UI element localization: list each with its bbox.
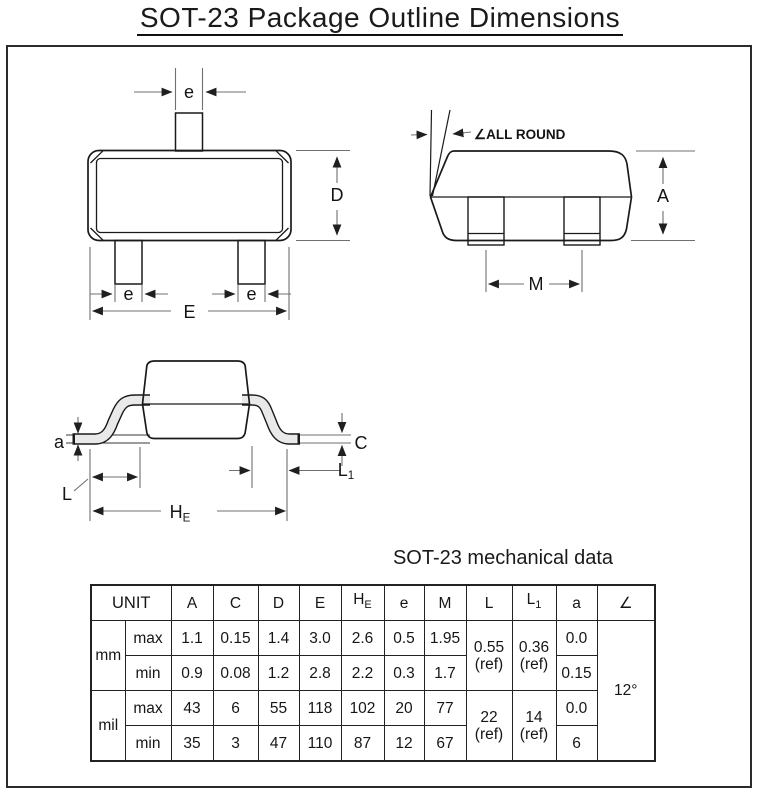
mil-max-e: 20 [384, 691, 424, 726]
mm-max-label: max [125, 621, 171, 656]
col-header-M: M [424, 585, 466, 621]
mil-max-D: 55 [258, 691, 299, 726]
row-mil-max [91, 691, 655, 726]
col-header-E: E [299, 585, 341, 621]
col-header-A: A [171, 585, 213, 621]
col-header-a: a [556, 585, 597, 621]
mm-min-D: 1.2 [258, 656, 299, 691]
angle-value-cell: 12° [597, 621, 655, 762]
mil-min-C: 3 [213, 726, 258, 762]
top-view [88, 68, 350, 322]
mil-min-D: 47 [258, 726, 299, 762]
dim-label-D: D [330, 185, 344, 205]
mil-max-M: 77 [424, 691, 466, 726]
gullwing-lead-left [75, 400, 150, 439]
mil-max-C: 6 [213, 691, 258, 726]
body-corner-chamfers [91, 151, 289, 240]
front-leads [468, 197, 600, 245]
dim-label-L: L [61, 484, 73, 504]
dim-label-a: a [53, 432, 65, 452]
package-body-profile [143, 361, 250, 439]
row-mm-max [91, 621, 655, 656]
package-body-3d [431, 151, 632, 241]
dim-label-A: A [656, 186, 670, 206]
mil-min-A: 35 [171, 726, 213, 762]
mil-min-label: min [125, 726, 171, 762]
bottom-lead-left [115, 241, 142, 285]
mm-max-HE: 2.6 [341, 621, 384, 656]
mil-L1-ref: 14 (ref) [512, 691, 556, 762]
mil-max-E: 118 [299, 691, 341, 726]
mil-L-ref: 22 (ref) [466, 691, 512, 762]
col-header-angle: ∠ [597, 585, 655, 621]
mm-L1-ref: 0.36 (ref) [512, 621, 556, 691]
front-lead-left [468, 197, 504, 245]
mm-max-M: 1.95 [424, 621, 466, 656]
side-view-dimension-lines [411, 132, 695, 292]
dim-label-e-right: e [246, 284, 257, 304]
mm-max-e: 0.5 [384, 621, 424, 656]
mil-min-a: 6 [556, 726, 597, 762]
mm-min-M: 1.7 [424, 656, 466, 691]
mm-min-HE: 2.2 [341, 656, 384, 691]
col-header-D: D [258, 585, 299, 621]
mil-max-a: 0.0 [556, 691, 597, 726]
mm-min-a: 0.15 [556, 656, 597, 691]
page-title: SOT-23 Package Outline Dimensions [0, 2, 760, 34]
col-header-C: C [213, 585, 258, 621]
dim-label-L1: L1 [337, 460, 355, 482]
mm-max-a: 0.0 [556, 621, 597, 656]
mm-min-label: min [125, 656, 171, 691]
dim-label-e-left: e [123, 284, 134, 304]
mil-min-E: 110 [299, 726, 341, 762]
mm-max-E: 3.0 [299, 621, 341, 656]
table-title: SOT-23 mechanical data [392, 547, 614, 569]
dim-label-HE: HE [169, 502, 191, 525]
dim-label-M: M [528, 274, 544, 294]
mm-max-A: 1.1 [171, 621, 213, 656]
mil-min-M: 67 [424, 726, 466, 762]
side-view [411, 110, 695, 294]
col-header-L1: $L_1$ [512, 585, 556, 621]
mil-max-A: 43 [171, 691, 213, 726]
angle-note-label: ∠ALL ROUND [474, 127, 566, 142]
mil-min-HE: 87 [341, 726, 384, 762]
mm-min-E: 2.8 [299, 656, 341, 691]
mil-min-e: 12 [384, 726, 424, 762]
gullwing-leads [73, 400, 301, 439]
mm-min-C: 0.08 [213, 656, 258, 691]
mm-max-C: 0.15 [213, 621, 258, 656]
front-view [54, 361, 368, 525]
dim-label-e-top: e [183, 82, 195, 102]
row-mm-min [91, 656, 655, 691]
table-header-row [91, 585, 655, 621]
mm-min-e: 0.3 [384, 656, 424, 691]
col-header-unit: UNIT [91, 585, 171, 621]
draft-angle-lines [430, 110, 450, 196]
col-header-HE: $H_E$ [341, 585, 384, 621]
col-header-L: L [466, 585, 512, 621]
front-lead-right [564, 197, 600, 245]
mechanical-data-table [90, 584, 656, 762]
package-body-top-face [97, 159, 283, 233]
mil-max-label: max [125, 691, 171, 726]
col-header-e: e [384, 585, 424, 621]
mm-L-ref: 0.55 (ref) [466, 621, 512, 691]
package-body-ring [88, 151, 291, 241]
top-view-dimension-lines [90, 68, 350, 320]
mm-max-D: 1.4 [258, 621, 299, 656]
top-lead [176, 113, 203, 151]
mil-max-HE: 102 [341, 691, 384, 726]
dim-label-C: C [354, 433, 368, 453]
bottom-lead-right [238, 241, 265, 285]
mm-min-A: 0.9 [171, 656, 213, 691]
unit-mil: mil [91, 691, 125, 762]
dim-label-E: E [183, 302, 196, 322]
row-mil-min [91, 726, 655, 762]
unit-mm: mm [91, 621, 125, 691]
